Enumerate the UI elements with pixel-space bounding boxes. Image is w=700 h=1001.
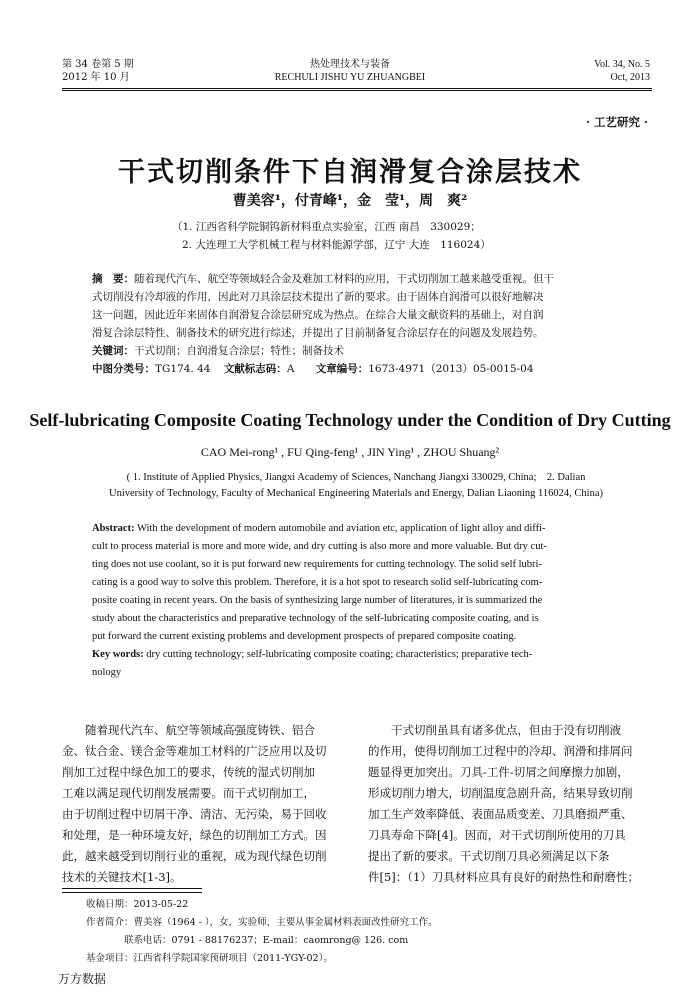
abstract-cn-line: 随着现代汽车、航空等领域轻合金及难加工材料的应用，干式切削加工越来越受重视。但干 [134,273,554,285]
body-right-column [368,720,658,888]
body-line: 工难以满足现代切削发展需要。而干式切削加工， [62,786,315,800]
keywords-en-text: dry cutting technology; self-lubricating composite coating; characteristics; preparative tech- [146,649,533,660]
title-cn: 干式切削条件下自润滑复合涂层技术 [118,157,582,188]
date-en: Oct, 2013 [610,72,650,83]
authors-en: CAO Mei-rong¹ , FU Qing-feng¹ , JIN Ying¹ , ZHOU Shuang² [200,445,500,459]
doc-code-value: A [286,363,295,375]
journal-issue [62,58,134,84]
doc-code-label: 文献标志码： [223,363,287,375]
affiliations-en [60,470,652,502]
body-line: 削加工过程中绿色加工的要求，传统的湿式切削加 [62,765,315,779]
header-rule [62,88,652,89]
affiliation-en-1: ( 1. Institute of Applied Physics, Jiangxi Academy of Sciences, Nanchang Jiangxi 330029, China; 2. Dalian [126,472,586,483]
body-line: 刀具寿命下降[4]。因而，对干式切削所使用的刀具 [368,828,626,842]
body-line: 随着现代汽车、航空等领域高强度铸铁、铝合 [62,723,315,737]
received-date: 收稿日期：2013-05-22 [86,899,189,910]
body-line: 此，越来越受到切削行业的重视，成为现代绿色切削 [62,849,327,863]
affiliations-cn [172,218,491,254]
abstract-cn-line: 式切削没有冷却液的作用，因此对刀具涂层技术提出了新的要求。由于固体自润滑可以很好地解决 [92,291,544,303]
body-line: 金、钛合金、镁合金等难加工材料的广泛应用以及切 [62,744,327,758]
body-line: 和处理，是一种环境友好，绿色的切削加工方式。因 [62,828,327,842]
abstract-en-line: With the development of modern automobile and aviation etc, application of light alloy and diffi- [137,523,546,534]
abstract-en-line: cult to process material is more and more wide, and dry cutting is also more and more valuable. But dry cut- [92,541,547,552]
footnotes [86,896,438,968]
funding-info: 基金项目：江西省科学院国家预研项目（2011-YGY-02）。 [86,953,333,964]
article-id-label: 文章编号： [315,363,369,375]
contact-info: 联系电话：0791 - 88176237；E-mail：caomrong@ 126. com [86,935,409,946]
footnote-rule [62,892,202,893]
affiliation-en-2: University of Technology, Faculty of Mechanical Engineering Materials and Energy, Dalian Liaoning 116024, China) [109,488,603,499]
body-line: 技术的关键技术[1-3]。 [62,867,202,889]
abstract-en-line: posite coating in recent years. On the basis of synthesizing large number of literatures, it is summarized the [92,595,543,606]
journal-name-pinyin: RECHULI JISHU YU ZHUANGBEI [274,72,426,83]
journal-name [250,58,450,84]
clc-label: 中图分类号： [92,363,155,375]
volume-en: Vol. 34, No. 5 [594,59,650,70]
abstract-cn-label: 摘 要： [92,273,134,285]
clc-value: TG174. 44 [155,363,211,375]
body-line: 干式切削虽具有诸多优点，但由于没有切削液 [368,723,621,737]
keywords-en [92,646,627,664]
affiliation-cn-2: 2. 大连理工大学机械工程与材料能源学部，辽宁 大连 116024） [182,239,491,251]
abstract-en-line: put forward the current existing problems and development prospects of prepared composite coating. [92,631,517,642]
journal-volume-en [594,58,650,84]
abstract-cn-line: 滑复合涂层特性、制备技术的研究进行综述，并提出了目前制备复合涂层存在的问题及发展趋势。 [92,327,544,339]
watermark-text: 万方数据 [58,972,107,986]
body-line: 题显得更加突出。刀具-工件-切屑之间摩擦力加剧， [368,765,629,779]
title-en: Self-lubricating Composite Coating Technology under the Condition of Dry Cutting [29,410,671,430]
abstract-cn [92,270,627,378]
abstract-en-line: study about the characteristics and preparative technology of the self-lubricating composite coating, and is [92,613,539,624]
classification-line [92,360,627,378]
authors-cn: 曹美容¹，付青峰¹，金 莹¹，周 爽² [232,193,468,209]
abstract-en-line: ting does not use coolant, so it is put forward new requirements for cutting technology. The solid self lubri- [92,559,542,570]
article-id-value: 1673-4971（2013）05-0015-04 [368,363,534,375]
body-line: 件[5]：（1）刀具材料应具有良好的耐热性和耐磨性； [368,870,639,884]
issue-date: 2012 年 10 月 [62,72,130,83]
journal-name-cn: 热处理技术与装备 [310,59,390,70]
body-line: 形成切削力增大，切削温度急剧升高，结果导致切削 [368,786,633,800]
volume-issue: 第 34 卷第 5 期 [62,59,134,70]
section-tag: · 工艺研究 · [585,115,648,129]
body-line: 的作用，使得切削加工过程中的冷却、润滑和排屑问 [368,744,633,758]
body-line: 由于切削过程中切屑干净、清洁、无污染，易于回收 [62,807,327,821]
header-rule-thin [62,90,652,91]
abstract-cn-line: 这一问题，因此近年来固体自润滑复合涂层研究成为热点。在综合大量文献资料的基础上，对自润 [92,309,544,321]
abstract-en-line: cating is a good way to solve this problem. Therefore, it is a hot spot to research solid self-lubricating com- [92,577,543,588]
keywords-en-continued: nology [92,667,122,678]
abstract-en [92,520,627,682]
keywords-cn [92,342,627,360]
author-bio: 作者简介：曹美容（1964 - ），女，实验师，主要从事金属材料表面改性研究工作。 [86,917,438,928]
body-left-column [62,720,352,889]
body-line: 加工生产效率降低、表面品质变差、刀具磨损严重、 [368,807,633,821]
keywords-cn-label: 关键词： [92,345,134,357]
keywords-en-label: Key words: [92,649,144,660]
body-line: 提出了新的要求。干式切削刀具必须满足以下条 [368,849,610,863]
affiliation-cn-1: （1. 江西省科学院铜钨新材料重点实验室，江西 南昌 330029； [172,221,481,233]
keywords-cn-text: 干式切削；自润滑复合涂层；特性；制备技术 [134,345,344,357]
abstract-en-label: Abstract: [92,523,135,534]
